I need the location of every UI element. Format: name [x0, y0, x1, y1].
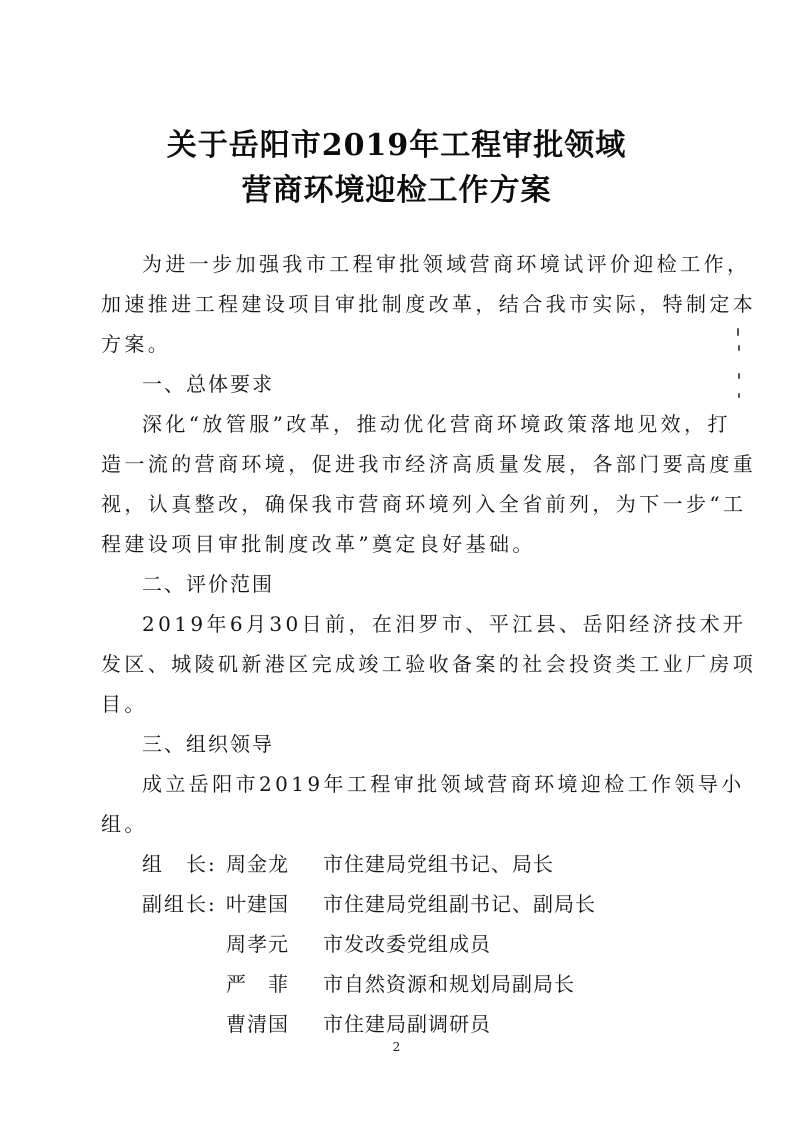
member-name: 周金龙: [226, 852, 289, 876]
scan-mark: [738, 345, 740, 351]
section-1-line-2: 造一流的营商环境，促进我市经济高质量发展，各部门要高度重: [101, 452, 757, 476]
section-heading-3: 三、组织领导: [142, 732, 274, 756]
member-role: 组 长:: [142, 852, 217, 876]
section-heading-2: 二、评价范围: [142, 572, 274, 596]
scan-mark: [738, 393, 740, 398]
section-heading-1: 一、总体要求: [142, 372, 274, 396]
section-1-line-4: 程建设项目审批制度改革”奠定良好基础。: [101, 532, 536, 556]
intro-line-3: 方案。: [101, 332, 172, 356]
section-1-line-1: 深化“放管服”改革，推动优化营商环境政策落地见效，打: [142, 412, 731, 436]
section-2-line-2: 发区、城陵矶新港区完成竣工验收备案的社会投资类工业厂房项: [101, 652, 757, 676]
document-title-line-2: 营商环境迎检工作方案: [241, 173, 552, 208]
member-name: 曹清国: [226, 1012, 289, 1036]
scan-mark: [738, 373, 740, 379]
section-3-line-1: 成立岳阳市2019年工程审批领域营商环境迎检工作领导小: [142, 772, 745, 796]
member-role: 副组长:: [142, 892, 217, 916]
page-number: 2: [392, 1040, 401, 1054]
member-post: 市发改委党组成员: [323, 932, 491, 956]
member-post: 市住建局党组副书记、副局长: [323, 892, 596, 916]
section-2-line-1: 2019年6月30日前，在汨罗市、平江县、岳阳经济技术开: [142, 612, 747, 636]
scan-mark: [737, 328, 739, 336]
document-title-line-1: 关于岳阳市2019年工程审批领域: [166, 128, 627, 163]
member-name: 周孝元: [226, 932, 289, 956]
member-name: 叶建国: [226, 892, 289, 916]
section-2-line-3: 目。: [101, 692, 148, 716]
member-post: 市自然资源和规划局副局长: [323, 972, 575, 996]
intro-line-1: 为进一步加强我市工程审批领域营商环境试评价迎检工作，: [142, 252, 751, 276]
member-name: 严 菲: [226, 972, 289, 996]
intro-line-2: 加速推进工程建设项目审批制度改革，结合我市实际，特制定本: [101, 292, 757, 316]
member-post: 市住建局党组书记、局长: [323, 852, 554, 876]
section-1-line-3: 视，认真整改，确保我市营商环境列入全省前列，为下一步“工: [101, 492, 747, 516]
section-3-line-2: 组。: [101, 812, 148, 836]
member-post: 市住建局副调研员: [323, 1012, 491, 1036]
